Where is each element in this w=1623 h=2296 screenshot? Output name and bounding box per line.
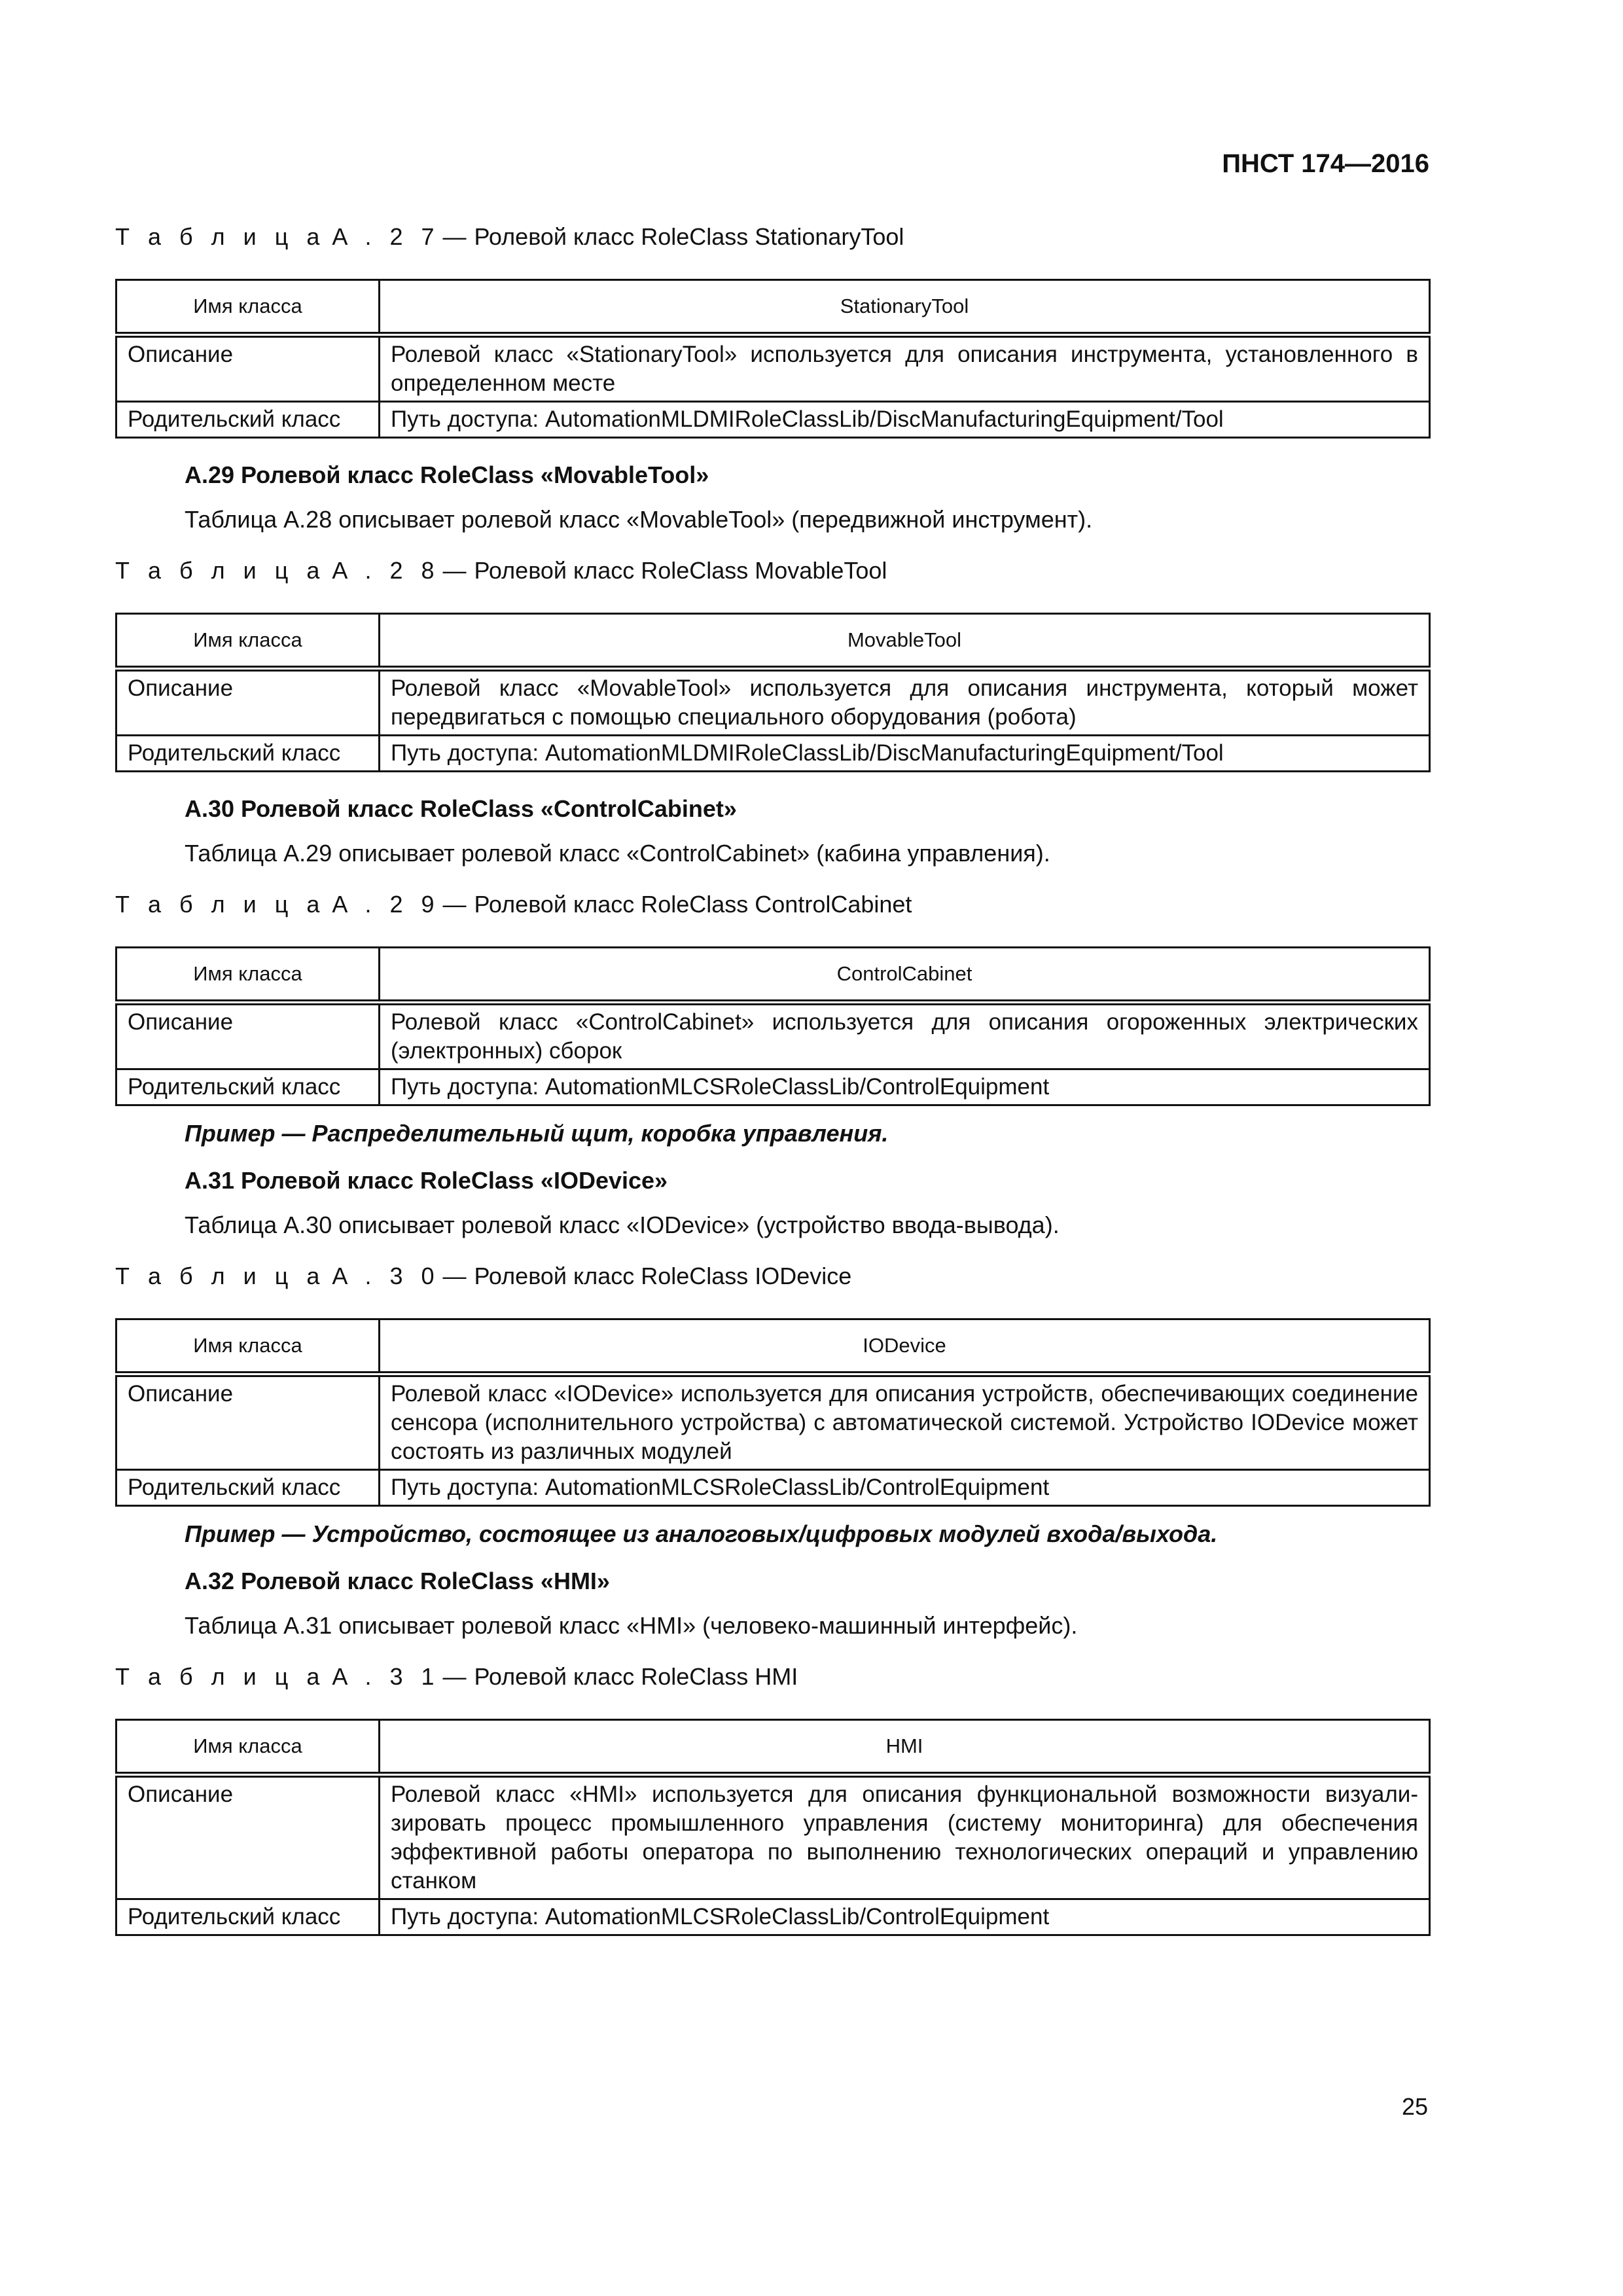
caption-dash: —: [442, 1663, 467, 1690]
table-header-row: [116, 280, 1430, 335]
caption-title: Ролевой класс RoleClass MovableTool: [474, 557, 887, 584]
class-name-cell: ControlCabinet: [380, 948, 1430, 1003]
caption-dash: —: [442, 223, 467, 250]
page-content: [115, 223, 1431, 1958]
table-header-row: [116, 1720, 1430, 1775]
description-label: Описание: [116, 1775, 380, 1899]
table-header-row: [116, 1319, 1430, 1374]
caption-prefix: Т а б л и ц а: [115, 223, 326, 250]
caption-dash: —: [442, 1263, 467, 1289]
parent-class-label: Родительский класс: [116, 1470, 380, 1506]
description-cell: Ролевой класс «HMI» используется для описания функциональной возможности визуализировать процесс промышленного управления (систему мониторинга) для обеспечения эффективной работы оператора по выполнению технологических операций и управлению станком: [380, 1775, 1430, 1899]
caption-prefix: Т а б л и ц а: [115, 557, 326, 584]
table-header-row: [116, 614, 1430, 669]
parent-class-row: [116, 1069, 1430, 1105]
table-a29: [115, 946, 1431, 1106]
parent-class-row: [116, 402, 1430, 438]
section-intro-a31: Таблица А.30 описывает ролевой класс «IODevice» (устройство ввода-вывода).: [185, 1211, 1060, 1238]
example-note-a30: Пример — Устройство, состоящее из аналоговых/цифровых модулей входа/выхода.: [185, 1520, 1218, 1547]
caption-prefix: Т а б л и ц а: [115, 891, 326, 918]
description-row: [116, 1374, 1430, 1470]
caption-dash: —: [442, 557, 467, 584]
table-a30: [115, 1318, 1431, 1507]
description-label: Описание: [116, 335, 380, 402]
caption-number: A . 2 9: [332, 891, 440, 918]
table-caption-a28: [115, 556, 1431, 585]
parent-class-row: [116, 736, 1430, 772]
parent-class-cell: Путь доступа: AutomationMLDMIRoleClassLib/DiscManufacturingEquipment/Tool: [380, 402, 1430, 438]
caption-title: Ролевой класс RoleClass StationaryTool: [474, 223, 904, 250]
name-column-header: Имя класса: [116, 1319, 380, 1374]
table-a28: [115, 613, 1431, 772]
section-heading-a29: А.29 Ролевой класс RoleClass «MovableTool»: [185, 461, 709, 488]
caption-title: Ролевой класс RoleClass IODevice: [474, 1263, 852, 1289]
section-intro-a32: Таблица А.31 описывает ролевой класс «HMI» (человеко-машинный интерфейс).: [185, 1612, 1078, 1639]
description-label: Описание: [116, 669, 380, 736]
table-a27: [115, 279, 1431, 439]
parent-class-label: Родительский класс: [116, 1069, 380, 1105]
class-name-cell: HMI: [380, 1720, 1430, 1775]
name-column-header: Имя класса: [116, 614, 380, 669]
description-cell: Ролевой класс «StationaryTool» используется для описания инструмента, установленного в определенном месте: [380, 335, 1430, 402]
table-caption-a30: [115, 1262, 1431, 1291]
name-column-header: Имя класса: [116, 1720, 380, 1775]
caption-prefix: Т а б л и ц а: [115, 1263, 326, 1289]
caption-number: A . 2 8: [332, 557, 440, 584]
parent-class-label: Родительский класс: [116, 736, 380, 772]
caption-number: A . 3 0: [332, 1263, 440, 1289]
page-number: 25: [1401, 2093, 1428, 2120]
table-header-row: [116, 948, 1430, 1003]
parent-class-label: Родительский класс: [116, 1899, 380, 1935]
parent-class-row: [116, 1899, 1430, 1935]
parent-class-cell: Путь доступа: AutomationMLCSRoleClassLib/ControlEquipment: [380, 1069, 1430, 1105]
table-a31: [115, 1719, 1431, 1936]
parent-class-cell: Путь доступа: AutomationMLDMIRoleClassLib/DiscManufacturingEquipment/Tool: [380, 736, 1430, 772]
section-intro-a30: Таблица А.29 описывает ролевой класс «ControlCabinet» (кабина управления).: [185, 840, 1050, 867]
parent-class-cell: Путь доступа: AutomationMLCSRoleClassLib/ControlEquipment: [380, 1470, 1430, 1506]
table-caption-a27: [115, 223, 1431, 251]
table-caption-a31: [115, 1662, 1431, 1691]
caption-title: Ролевой класс RoleClass HMI: [474, 1663, 798, 1690]
caption-title: Ролевой класс RoleClass ControlCabinet: [474, 891, 912, 918]
parent-class-label: Родительский класс: [116, 402, 380, 438]
name-column-header: Имя класса: [116, 948, 380, 1003]
document-code: ПНСТ 174—2016: [1222, 149, 1429, 178]
description-row: [116, 335, 1430, 402]
section-heading-a30: А.30 Ролевой класс RoleClass «ControlCabinet»: [185, 795, 737, 822]
caption-prefix: Т а б л и ц а: [115, 1663, 326, 1690]
description-row: [116, 669, 1430, 736]
description-row: [116, 1775, 1430, 1899]
name-column-header: Имя класса: [116, 280, 380, 335]
class-name-cell: IODevice: [380, 1319, 1430, 1374]
description-label: Описание: [116, 1374, 380, 1470]
description-cell: Ролевой класс «MovableTool» используется для описания инструмента, который может передвигаться с помощью специального оборудования (робота): [380, 669, 1430, 736]
table-caption-a29: [115, 890, 1431, 919]
description-row: [116, 1003, 1430, 1069]
description-cell: Ролевой класс «IODevice» используется для описания устройств, обеспечивающих соединение сенсора (исполнительного устройства) с автоматической системой. Устройство IODevice может состоять из различных модулей: [380, 1374, 1430, 1470]
parent-class-row: [116, 1470, 1430, 1506]
parent-class-cell: Путь доступа: AutomationMLCSRoleClassLib/ControlEquipment: [380, 1899, 1430, 1935]
description-label: Описание: [116, 1003, 380, 1069]
caption-dash: —: [442, 891, 467, 918]
section-intro-a29: Таблица А.28 описывает ролевой класс «MovableTool» (передвижной инструмент).: [185, 506, 1093, 533]
section-heading-a32: А.32 Ролевой класс RoleClass «HMI»: [185, 1568, 610, 1594]
description-cell: Ролевой класс «ControlCabinet» используется для описания огороженных электрических (электронных) сборок: [380, 1003, 1430, 1069]
class-name-cell: MovableTool: [380, 614, 1430, 669]
caption-number: A . 2 7: [332, 223, 440, 250]
class-name-cell: StationaryTool: [380, 280, 1430, 335]
section-heading-a31: А.31 Ролевой класс RoleClass «IODevice»: [185, 1167, 668, 1194]
example-note-a29: Пример — Распределительный щит, коробка управления.: [185, 1120, 889, 1147]
caption-number: A . 3 1: [332, 1663, 440, 1690]
